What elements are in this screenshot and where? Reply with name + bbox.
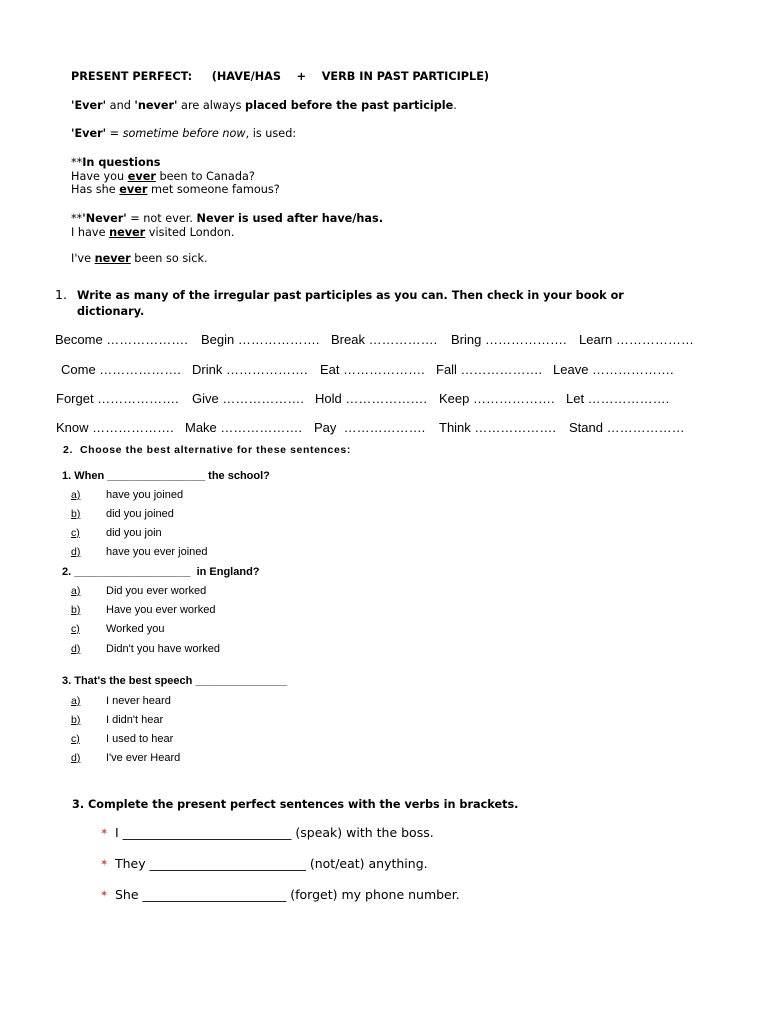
option-text: have you ever joined [106,546,208,558]
example-sentence [71,170,255,183]
participle-prompt: Forget ………………. [56,391,179,406]
participle-prompt: Know ………………. [56,420,174,435]
term-ever: 'Ever' [71,99,107,112]
participle-prompt: Come ………………. [61,362,181,377]
example-text: visited London. [145,226,235,239]
option-text: have you joined [106,489,184,501]
exercise-1-number: 1. [55,287,67,302]
participle-prompt: Make ………………. [185,420,303,435]
fill-in-sentence: She _______________________ (forget) my phone number. [115,887,460,902]
option-letter: b) [71,508,81,520]
rule-text: . [453,99,457,112]
option-letter: a) [71,489,81,501]
question-prompt: 3. That's the best speech _______________ [62,675,288,687]
option-text: Didn't you have worked [106,643,220,655]
rule-text: are always [177,99,246,112]
question-prompt: 2. ___________________ in England? [62,566,260,578]
option-letter: c) [71,527,80,539]
option-text: Did you ever worked [106,585,207,597]
option-text: did you join [106,527,162,539]
fill-in-sentence: They _________________________ (not/eat) anything. [115,856,428,871]
participle-prompt: Leave ………………. [553,362,674,377]
option-letter: d) [71,643,81,655]
example-keyword: ever [119,183,148,196]
exercise-1-instruction: Write as many of the irregular past participles as you can. Then check in your book or dictionary. [77,289,624,318]
exercise-2-heading: 2. Choose the best alternative for these sentences: [63,444,351,456]
exercise-3-heading: 3. Complete the present perfect sentences with the verbs in brackets. [72,798,519,811]
participle-prompt: Break ……………. [331,332,438,347]
rule-text: = not ever. [126,212,197,225]
example-text: Have you [71,170,128,183]
example-sentence [71,183,280,196]
definition-text: = [106,127,123,140]
rule-emphasis: Never is used after have/has. [196,212,383,225]
participle-prompt: Think ………………. [439,420,557,435]
fill-in-sentence: I ___________________________ (speak) with the boss. [115,825,434,840]
option-text: I never heard [106,695,171,707]
term-never: 'Never' [82,212,127,225]
example-text: I've [71,252,95,265]
example-sentence [71,252,208,265]
example-text: I have [71,226,110,239]
participle-prompt: Keep ………………. [439,391,555,406]
participle-prompt: Pay ………………. [314,420,426,435]
participle-prompt: Learn ……………… [579,332,694,347]
example-text: met someone famous? [147,183,280,196]
option-letter: d) [71,752,81,764]
option-letter: b) [71,714,81,726]
questions-heading-label: In questions [82,156,161,169]
option-letter: c) [71,623,80,635]
asterisks: ** [71,212,83,225]
definition-text: , is used: [245,127,297,140]
example-keyword: never [109,226,146,239]
participle-prompt: Fall ………………. [436,362,543,377]
term-ever: 'Ever' [71,127,107,140]
option-letter: c) [71,733,80,745]
example-sentence [71,226,234,239]
question-prompt: 1. When ________________ the school? [62,470,270,482]
star-bullet-icon [100,825,108,840]
participle-prompt: Drink ………………. [192,362,308,377]
questions-heading [71,156,160,169]
star-bullet-icon [100,856,108,871]
participle-prompt: Let ………………. [566,391,670,406]
option-text: I've ever Heard [106,752,181,764]
example-text: been to Canada? [155,170,255,183]
option-letter: a) [71,585,81,597]
participle-prompt: Hold ………………. [315,391,427,406]
option-text: I used to hear [106,733,174,745]
participle-prompt: Begin ………………. [201,332,320,347]
rule-emphasis: placed before the past participle [245,99,454,112]
ever-definition [71,127,296,140]
participle-prompt: Give ………………. [192,391,304,406]
never-rule [71,212,383,225]
ever-never-rule [71,99,457,112]
participle-prompt: Eat ………………. [320,362,425,377]
option-letter: b) [71,604,81,616]
rule-text: and [106,99,135,112]
option-text: did you joined [106,508,174,520]
option-letter: a) [71,695,81,707]
definition-meaning: sometime before now [122,127,246,140]
example-text: been so sick. [130,252,208,265]
participle-prompt: Become ………………. [55,332,188,347]
participle-prompt: Bring ………………. [451,332,567,347]
term-never: 'never' [134,99,178,112]
participle-prompt: Stand ……………… [569,420,685,435]
asterisks: ** [71,156,83,169]
star-bullet-icon [100,887,108,902]
example-keyword: never [94,252,131,265]
option-text: Have you ever worked [106,604,216,616]
example-text: Has she [71,183,120,196]
example-keyword: ever [127,170,156,183]
option-text: I didn't hear [106,714,164,726]
option-letter: d) [71,546,81,558]
option-text: Worked you [106,623,165,635]
page-title: PRESENT PERFECT: (HAVE/HAS + VERB IN PAST PARTICIPLE) [71,70,490,83]
